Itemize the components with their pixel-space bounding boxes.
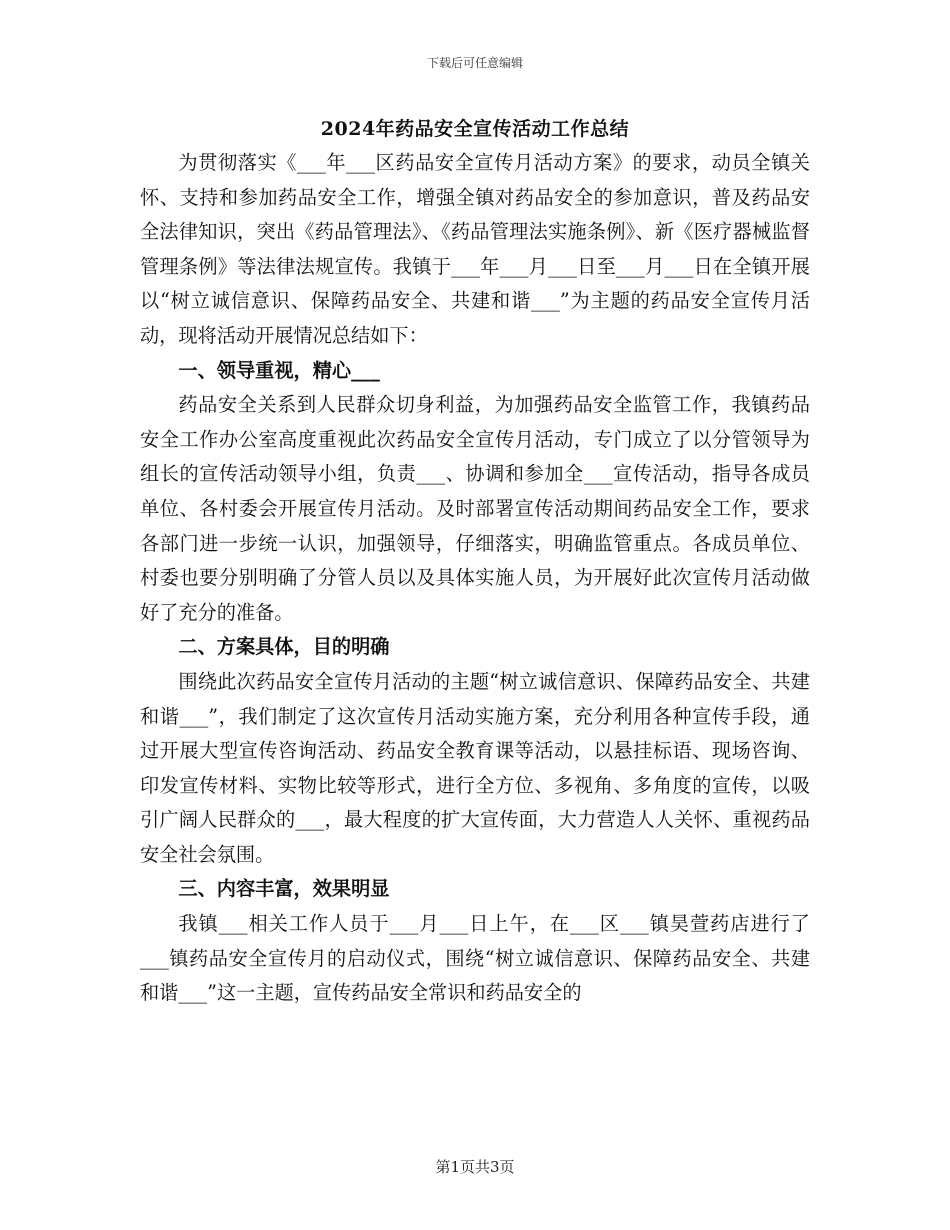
- paragraph-intro: 为贯彻落实《___年___区药品安全宣传月活动方案》的要求，动员全镇关怀、支持和参加药品安全工作，增强全镇对药品安全的参加意识，普及药品安全法律知识，突出《药品管理法》、《药品管理法实施条例》、新《医疗器械监督管理条例》等法律法规宣传。我镇于___年___月___日至___月___日在全镇开展以“树立诚信意识、保障药品安全、共建和谐___”为主题的药品安全宣传月活动，现将活动开展情况总结如下：: [140, 151, 810, 347]
- paragraph-section-2: 围绕此次药品安全宣传月活动的主题“树立诚信意识、保障药品安全、共建和谐___”，我们制定了这次宣传月活动实施方案，充分利用各种宣传手段，通过开展大型宣传咨询活动、药品安全教育课等活动，以悬挂标语、现场咨询、印发宣传材料、实物比较等形式，进行全方位、多视角、多角度的宣传，以吸引广阔人民群众的___，最大程度的扩大宣传面，大力营造人人关怀、重视药品安全社会氛围。: [140, 669, 810, 866]
- paragraph-section-1: 药品安全关系到人民群众切身利益，为加强药品安全监管工作，我镇药品安全工作办公室高度重视此次药品安全宣传月活动，专门成立了以分管领导为组长的宣传活动领导小组，负责___、协调和参加全___宣传活动，指导各成员单位、各村委会开展宣传月活动。及时部署宣传活动期间药品安全工作，要求各部门进一步统一认识，加强领导，仔细落实，明确监管重点。各成员单位、村委也要分别明确了分管人员以及具体实施人员，为开展好此次宣传月活动做好了充分的准备。: [140, 393, 810, 624]
- section-heading-2: 二、方案具体，目的明确: [178, 635, 390, 659]
- section-heading-1: 一、领导重视，精心___: [178, 358, 380, 382]
- page-indicator: 第1页共3页: [435, 1158, 515, 1176]
- document-body: [140, 146, 810, 1011]
- section-heading-3: 三、内容丰富，效果明显: [178, 877, 390, 901]
- paragraph-section-3: 我镇___相关工作人员于___月___日上午，在___区___镇昊萱药店进行了___镇药品安全宣传月的启动仪式，围绕“树立诚信意识、保障药品安全、共建和谐___”这一主题，宣传药品安全常识和药品安全的: [140, 912, 810, 1005]
- header-note: 下载后可任意编辑: [426, 56, 523, 70]
- document-title: 2024年药品安全宣传活动工作总结: [320, 118, 630, 140]
